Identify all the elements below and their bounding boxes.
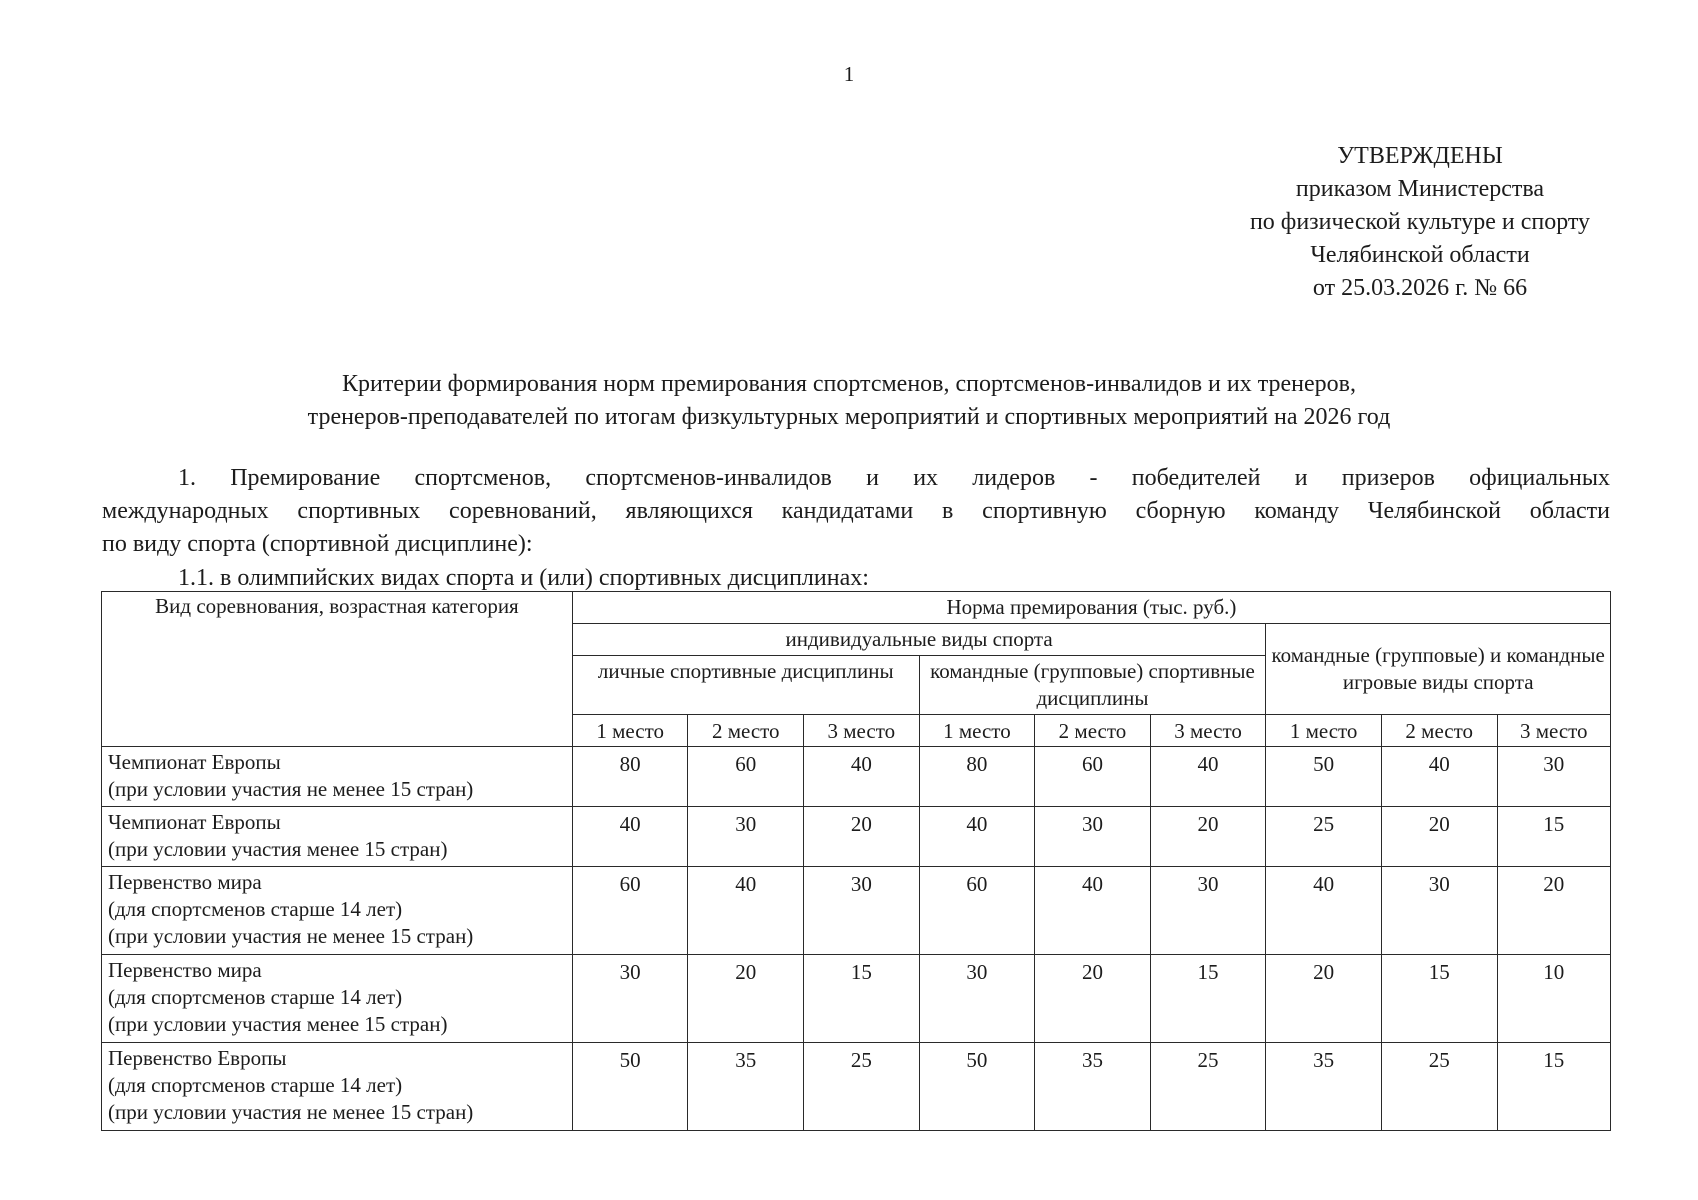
norm-value: 20 (1497, 867, 1611, 955)
approval-line: от 25.03.2026 г. № 66 (1312, 275, 1528, 301)
header-team-disciplines: командные (групповые) спортивные дисциплины (919, 656, 1266, 715)
approval-line: УТВЕРЖДЕНЫ (1337, 143, 1503, 169)
competition-line: (при условии участия менее 15 стран) (108, 1012, 448, 1036)
norm-value: 15 (1150, 955, 1266, 1043)
header-individual: индивидуальные виды спорта (572, 624, 1265, 656)
norm-value: 40 (1381, 747, 1497, 807)
norm-value: 30 (1497, 747, 1611, 807)
competition-name (102, 747, 573, 807)
header-place: 2 место (688, 715, 804, 747)
document-title (0, 368, 1698, 434)
competition-name (102, 867, 573, 955)
competition-line: Первенство мира (108, 958, 262, 982)
norm-value: 30 (1035, 807, 1151, 867)
header-place: 3 место (1150, 715, 1266, 747)
norm-value: 50 (919, 1043, 1035, 1131)
norm-value: 40 (1035, 867, 1151, 955)
competition-line: Первенство мира (108, 870, 262, 894)
norm-value: 30 (572, 955, 688, 1043)
norm-value: 30 (688, 807, 804, 867)
approval-line: Челябинской области (1310, 242, 1530, 268)
title-line: Критерии формирования норм премирования спортсменов, спортсменов-инвалидов и их тренеров, (341, 371, 1356, 397)
header-place: 1 место (572, 715, 688, 747)
norm-value: 10 (1497, 955, 1611, 1043)
norm-value: 60 (688, 747, 804, 807)
competition-line: Чемпионат Европы (108, 810, 281, 834)
norm-value: 30 (1150, 867, 1266, 955)
table-row (102, 955, 1611, 1043)
norm-value: 20 (1035, 955, 1151, 1043)
norm-value: 35 (688, 1043, 804, 1131)
norm-value: 20 (1381, 807, 1497, 867)
header-personal: личные спортивные дисциплины (572, 656, 919, 715)
paragraph-line: международных спортивных соревнований, являющихся кандидатами в спортивную сборную команду Челябинской области (102, 498, 1610, 524)
norm-value: 15 (804, 955, 920, 1043)
page-number: 1 (843, 62, 855, 86)
header-competition: Вид соревнования, возрастная категория (102, 592, 573, 747)
header-place: 2 место (1381, 715, 1497, 747)
norm-value: 60 (572, 867, 688, 955)
title-line: тренеров-преподавателей по итогам физкультурных мероприятий и спортивных мероприятий на 2026 год (307, 404, 1391, 430)
header-place: 3 место (1497, 715, 1611, 747)
norm-value: 25 (1381, 1043, 1497, 1131)
norm-value: 15 (1497, 807, 1611, 867)
approval-stamp (1140, 140, 1698, 305)
competition-line: Чемпионат Европы (108, 750, 281, 774)
norm-value: 25 (1150, 1043, 1266, 1131)
norm-value: 20 (688, 955, 804, 1043)
table-row (102, 807, 1611, 867)
norm-value: 20 (1150, 807, 1266, 867)
norm-value: 80 (572, 747, 688, 807)
competition-line: (при условии участия не менее 15 стран) (108, 777, 474, 801)
norm-value: 30 (804, 867, 920, 955)
competition-line: (при условии участия не менее 15 стран) (108, 1100, 474, 1124)
approval-line: по физической культуре и спорту (1249, 209, 1591, 235)
header-place: 2 место (1035, 715, 1151, 747)
table-row (102, 867, 1611, 955)
competition-line: Первенство Европы (108, 1046, 287, 1070)
header-team-sports: командные (групповые) и командные игровые виды спорта (1266, 624, 1611, 715)
competition-name (102, 1043, 573, 1131)
norm-value: 25 (1266, 807, 1382, 867)
norm-value: 50 (1266, 747, 1382, 807)
competition-line: (для спортсменов старше 14 лет) (108, 1073, 403, 1097)
section-1-paragraph (102, 462, 1610, 561)
norm-value: 20 (804, 807, 920, 867)
table-row (102, 747, 1611, 807)
paragraph-line: 1. Премирование спортсменов, спортсменов-инвалидов и их лидеров - победителей и призеров официальных (178, 465, 1610, 491)
norm-value: 30 (919, 955, 1035, 1043)
norm-value: 40 (1266, 867, 1382, 955)
norm-value: 35 (1266, 1043, 1382, 1131)
norm-value: 40 (804, 747, 920, 807)
header-place: 1 место (1266, 715, 1382, 747)
norm-value: 40 (572, 807, 688, 867)
norm-value: 15 (1497, 1043, 1611, 1131)
norm-value: 40 (688, 867, 804, 955)
subsection-1-1: 1.1. в олимпийских видах спорта и (или) спортивных дисциплинах: (178, 565, 869, 591)
competition-line: (при условии участия не менее 15 стран) (108, 924, 474, 948)
competition-line: (для спортсменов старше 14 лет) (108, 985, 403, 1009)
norm-value: 30 (1381, 867, 1497, 955)
norm-value: 40 (919, 807, 1035, 867)
approval-line: приказом Министерства (1295, 176, 1545, 202)
norm-value: 40 (1150, 747, 1266, 807)
competition-line: (для спортсменов старше 14 лет) (108, 897, 403, 921)
paragraph-line: по виду спорта (спортивной дисциплине): (102, 531, 533, 557)
competition-name (102, 807, 573, 867)
header-place: 1 место (919, 715, 1035, 747)
norm-value: 15 (1381, 955, 1497, 1043)
norm-value: 25 (804, 1043, 920, 1131)
norm-value: 50 (572, 1043, 688, 1131)
norm-value: 60 (919, 867, 1035, 955)
table-row (102, 1043, 1611, 1131)
competition-name (102, 955, 573, 1043)
bonus-norms-table (101, 591, 1611, 1131)
norm-value: 35 (1035, 1043, 1151, 1131)
header-place: 3 место (804, 715, 920, 747)
norm-value: 80 (919, 747, 1035, 807)
norm-value: 60 (1035, 747, 1151, 807)
competition-line: (при условии участия менее 15 стран) (108, 837, 448, 861)
header-norm: Норма премирования (тыс. руб.) (572, 592, 1610, 624)
norm-value: 20 (1266, 955, 1382, 1043)
